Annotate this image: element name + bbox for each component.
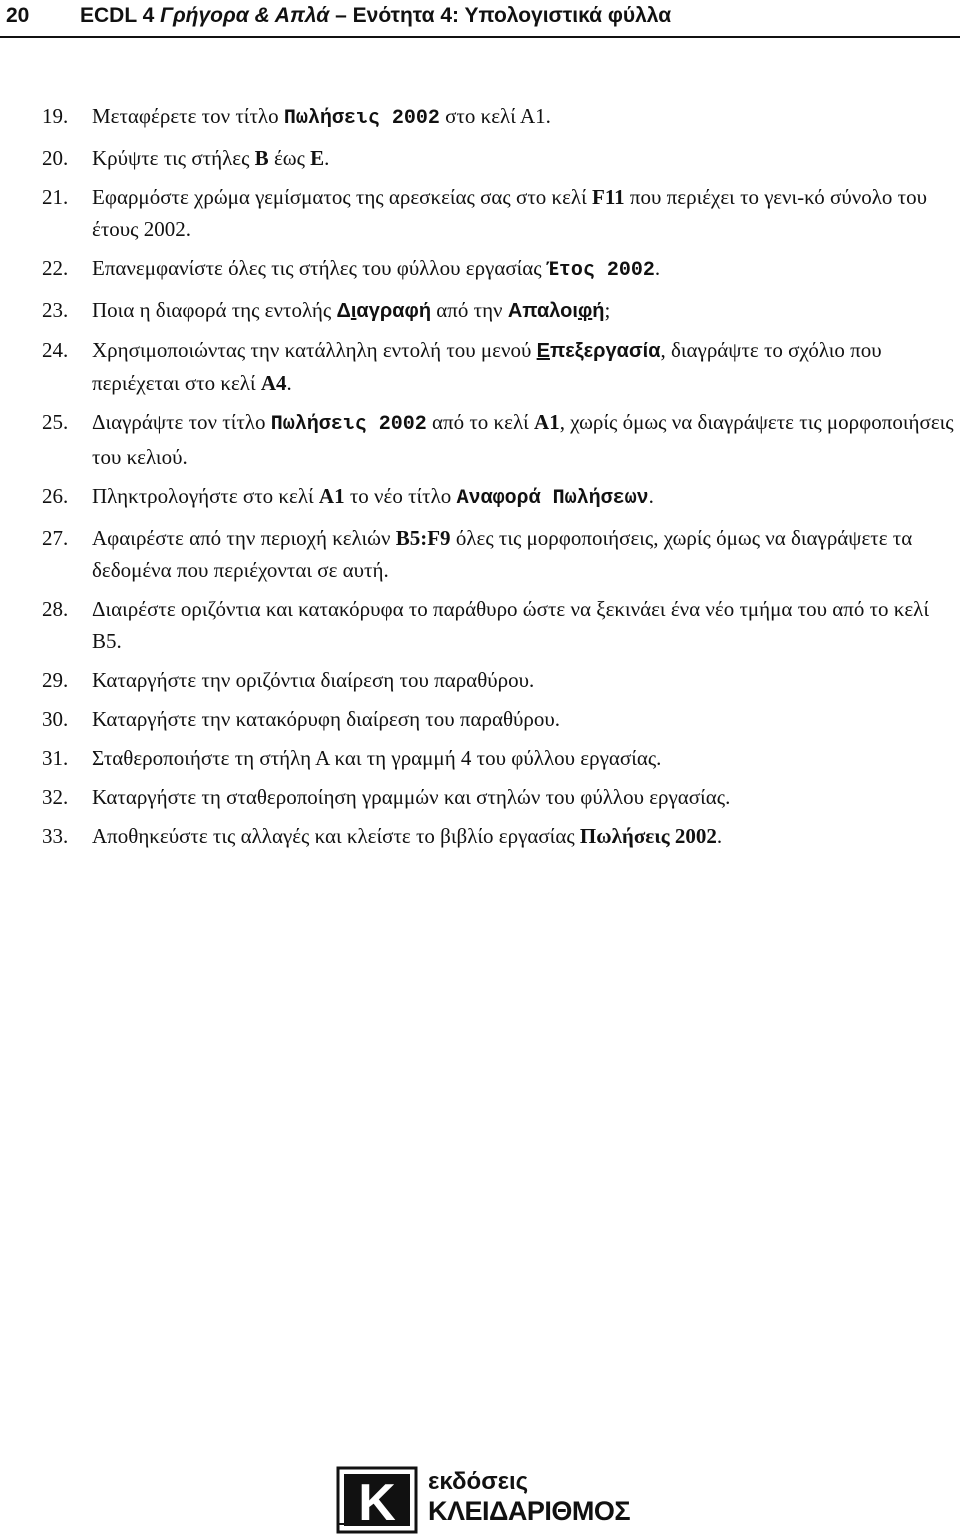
list-item: 28. Διαιρέστε οριζόντια και κατακόρυφα το παράθυρο ώστε να ξεκινάει ένα νέο τμήμα του από το κελί Β5. — [42, 597, 930, 653]
list-item: 23. Ποια η διαφορά της εντολής Διαγραφή από την Απαλοιφή; — [42, 298, 611, 322]
list-item: 20. Κρύψτε τις στήλες Β έως Ε. — [42, 146, 330, 170]
list-item: 24. Χρησιμοποιώντας την κατάλληλη εντολή του μενού Επεξεργασία, διαγράψτε το σχόλιο που περιέχεται στο κελί Α4. — [42, 338, 882, 395]
list-item: 21. Εφαρμόστε χρώμα γεμίσματος της αρεσκείας σας στο κελί F11 που περιέχει το γενι-κό σύνολο του έτους 2002. — [42, 185, 927, 241]
list-item: 29. Καταργήστε την οριζόντια διαίρεση του παραθύρου. — [42, 668, 535, 692]
list-item: 30. Καταργήστε την κατακόρυφη διαίρεση του παραθύρου. — [42, 707, 561, 731]
header-rule — [0, 36, 960, 38]
list-item: 32. Καταργήστε τη σταθεροποίηση γραμμών και στηλών του φύλλου εργασίας. — [42, 785, 731, 809]
menu-name-edit: Επεξεργασία — [536, 340, 661, 362]
list-item: 22. Επανεμφανίστε όλες τις στήλες του φύλλου εργασίας Έτος 2002. — [42, 256, 661, 282]
key-k-logo-icon — [336, 1466, 420, 1534]
list-item: 26. Πληκτρολογήστε στο κελί Α1 το νέο τίτλο Αναφορά Πωλήσεων. — [42, 484, 654, 510]
page-number: 20 — [6, 4, 30, 27]
list-item: 19. Μεταφέρετε τον τίτλο Πωλήσεις 2002 στο κελί Α1. — [42, 104, 551, 130]
menu-command-clear: Απαλοιφή — [507, 300, 605, 322]
list-item: 31. Σταθεροποιήστε τη στήλη Α και τη γραμμή 4 του φύλλου εργασίας. — [42, 746, 662, 770]
logo-line-1: εκδόσεις — [428, 1468, 529, 1495]
svg-text:K: K — [358, 1474, 396, 1532]
list-item: 25. Διαγράψτε τον τίτλο Πωλήσεις 2002 από το κελί Α1, χωρίς όμως να διαγράψετε τις μορφοποιήσεις του κελιού. — [42, 410, 954, 469]
running-title: ECDL 4 Γρήγορα & Απλά – Ενότητα 4: Υπολογιστικά φύλλα — [80, 4, 672, 27]
logo-line-2: ΚΛΕΙΔΑΡΙΘΜΟΣ — [428, 1496, 631, 1526]
exercise-list — [40, 100, 956, 859]
menu-command-delete: Διαγραφή — [336, 300, 432, 322]
publisher-logo — [336, 1466, 656, 1534]
page-header — [0, 0, 960, 40]
list-item: 33. Αποθηκεύστε τις αλλαγές και κλείστε το βιβλίο εργασίας Πωλήσεις 2002. — [42, 824, 723, 848]
list-item: 27. Αφαιρέστε από την περιοχή κελιών Β5:F9 όλες τις μορφοποιήσεις, χωρίς όμως να διαγράψετε τα δεδομένα που περιέχονται σε αυτή. — [42, 526, 913, 582]
